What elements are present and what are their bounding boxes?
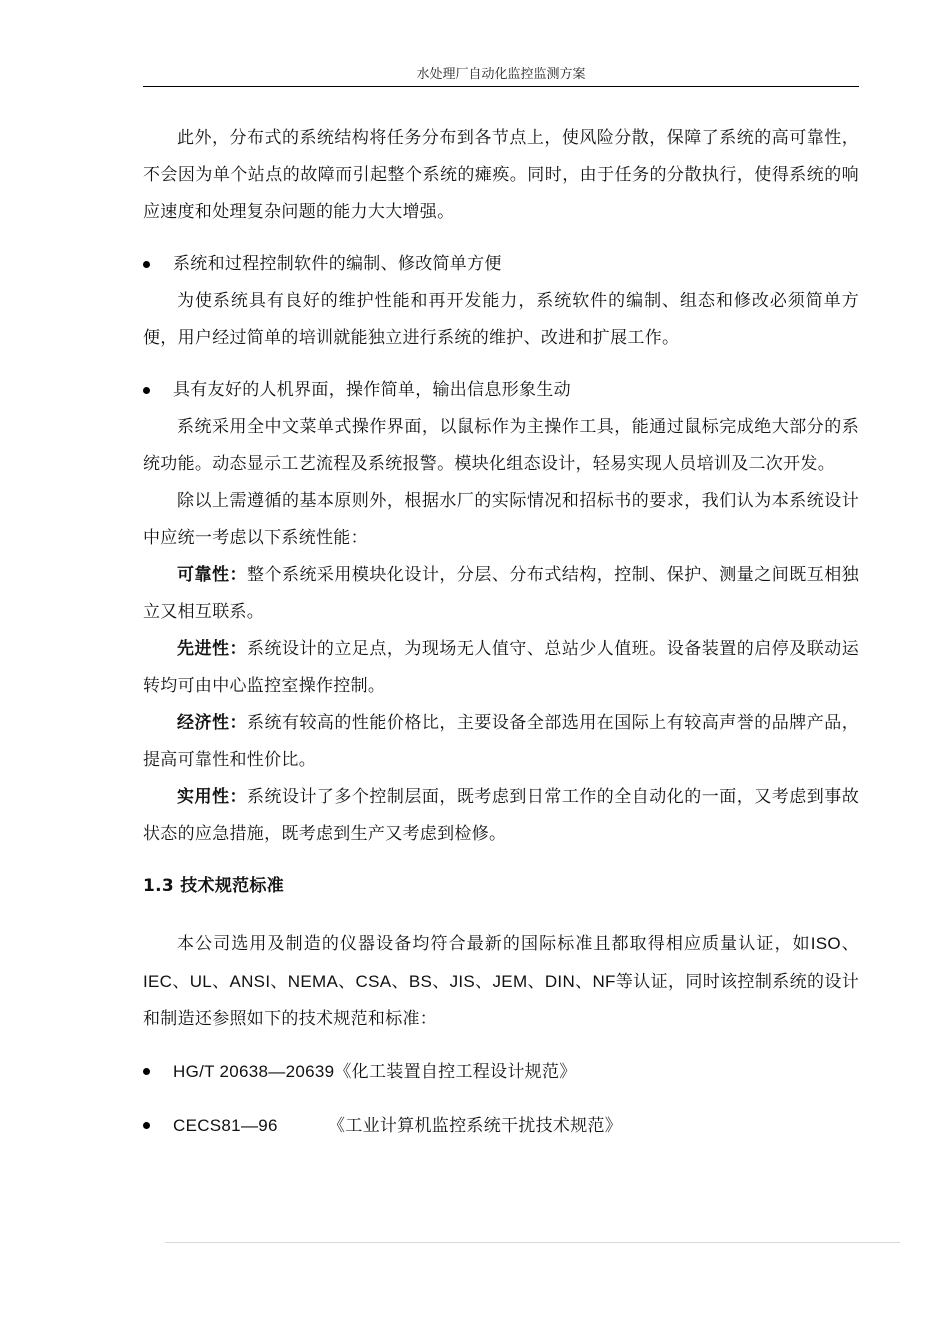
bullet-dot-icon [143, 261, 150, 268]
section-heading-standards: 1.3 技术规范标准 [143, 876, 285, 896]
bullet-software [143, 246, 859, 283]
standard-code: CECS81—96 [173, 1116, 278, 1135]
property-text: 整个系统采用模块化设计，分层、分布式结构，控制、保护、测量之间既互相独立又相互联系。 [143, 565, 859, 622]
property-economy [143, 705, 859, 779]
property-text: 系统设计了多个控制层面，既考虑到日常工作的全自动化的一面，又考虑到事故状态的应急措施，既考虑到生产又考虑到检修。 [143, 787, 859, 844]
bullet-hmi-text: 具有友好的人机界面，操作简单，输出信息形象生动 [173, 380, 571, 400]
document-body [143, 120, 859, 1161]
property-label: 经济性： [177, 713, 247, 733]
intro-paragraph: 此外，分布式的系统结构将任务分布到各节点上，使风险分散，保障了系统的高可靠性，不会因为单个站点的故障而引起整个系统的瘫痪。同时，由于任务的分散执行，使得系统的响应速度和处理复杂问题的能力大大增强。 [143, 128, 859, 222]
bullet-hmi [143, 372, 859, 409]
standards-codes: ISO、IEC、UL、ANSI、NEMA、CSA、BS、JIS、JEM、DIN、NF [143, 934, 859, 991]
standards-paragraph [143, 925, 859, 1038]
property-practical [143, 779, 859, 853]
property-label: 可靠性： [177, 565, 247, 585]
standard-title: 《化工装置自控工程设计规范》 [334, 1062, 577, 1082]
property-text: 系统设计的立足点，为现场无人值守、总站少人值班。设备装置的启停及联动运转均可由中心监控室操作控制。 [143, 639, 859, 696]
standard-title: 《工业计算机监控系统干扰技术规范》 [328, 1116, 623, 1136]
bullet-dot-icon [143, 1122, 150, 1129]
property-reliability [143, 557, 859, 631]
header-title: 水处理厂自动化监控监测方案 [416, 67, 586, 82]
bullet-software-text: 系统和过程控制软件的编制、修改简单方便 [173, 254, 502, 274]
property-label: 实用性： [177, 787, 247, 807]
property-advanced [143, 631, 859, 705]
bullet-dot-icon [143, 1068, 150, 1075]
standard-item [143, 1107, 859, 1145]
principles-paragraph: 除以上需遵循的基本原则外，根据水厂的实际情况和招标书的要求，我们认为本系统设计中应统一考虑以下系统性能： [143, 491, 859, 548]
standard-code: HG/T 20638—20639 [173, 1062, 335, 1081]
property-label: 先进性： [177, 639, 247, 659]
page-header [143, 64, 859, 87]
footer-divider [165, 1242, 900, 1243]
property-text: 系统有较高的性能价格比，主要设备全部选用在国际上有较高声誉的品牌产品，提高可靠性和性价比。 [143, 713, 859, 770]
bullet-dot-icon [143, 387, 150, 394]
hmi-paragraph: 系统采用全中文菜单式操作界面，以鼠标作为主操作工具，能通过鼠标完成绝大部分的系统功能。动态显示工艺流程及系统报警。模块化组态设计，轻易实现人员培训及二次开发。 [143, 417, 859, 474]
standards-text-part2: 等认证，同时该控制系统的设计和制造还参照如下的技术规范和标准： [143, 972, 859, 1029]
software-paragraph: 为使系统具有良好的维护性能和再开发能力，系统软件的编制、组态和修改必须简单方便，用户经过简单的培训就能独立进行系统的维护、改进和扩展工作。 [143, 291, 859, 348]
standards-text-part1: 本公司选用及制造的仪器设备均符合最新的国际标准且都取得相应质量认证，如 [177, 934, 811, 954]
standard-item [143, 1053, 859, 1091]
